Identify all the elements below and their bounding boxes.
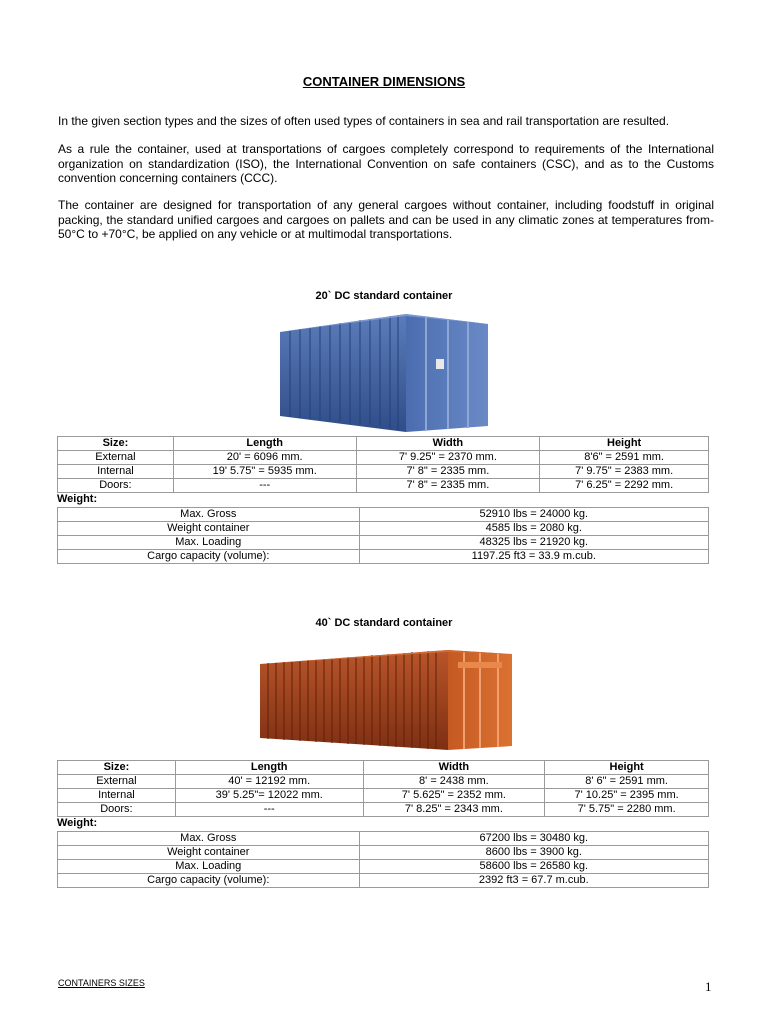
table-cell: Max. Gross bbox=[58, 508, 360, 522]
page-title: CONTAINER DIMENSIONS bbox=[302, 74, 466, 89]
table-row bbox=[58, 465, 709, 479]
table-row bbox=[58, 789, 709, 803]
table-cell: 7' 10.25" = 2395 mm. bbox=[545, 789, 709, 803]
table-row bbox=[58, 775, 709, 789]
intro-paragraph: In the given section types and the sizes of often used types of containers in sea and rail transportation are resulted. bbox=[58, 114, 670, 128]
table-cell: External bbox=[58, 451, 174, 465]
table-cell: Cargo capacity (volume): bbox=[58, 550, 360, 564]
table-cell: 7' 8" = 2335 mm. bbox=[356, 479, 540, 493]
table-cell: 8'6" = 2591 mm. bbox=[540, 451, 709, 465]
table-row bbox=[58, 860, 709, 874]
container-20-caption: 20` DC standard container bbox=[315, 290, 453, 302]
col-height: Height bbox=[540, 437, 709, 451]
table-cell: 2392 ft3 = 67.7 m.cub. bbox=[359, 874, 708, 888]
container-40-weight-table bbox=[57, 831, 709, 888]
table-cell: 48325 lbs = 21920 kg. bbox=[359, 536, 708, 550]
table-row bbox=[58, 803, 709, 817]
table-cell: 7' 6.25" = 2292 mm. bbox=[540, 479, 709, 493]
table-cell: 7' 5.75" = 2280 mm. bbox=[545, 803, 709, 817]
table-cell: Weight container bbox=[58, 846, 360, 860]
container-40-caption: 40` DC standard container bbox=[315, 617, 453, 629]
col-width: Width bbox=[363, 761, 545, 775]
table-cell: 7' 5.625" = 2352 mm. bbox=[363, 789, 545, 803]
table-row bbox=[58, 508, 709, 522]
table-cell: Max. Gross bbox=[58, 832, 360, 846]
table-row bbox=[58, 550, 709, 564]
table-cell: Doors: bbox=[58, 479, 174, 493]
table-cell: Internal bbox=[58, 465, 174, 479]
col-length: Length bbox=[175, 761, 363, 775]
table-cell: 8' 6" = 2591 mm. bbox=[545, 775, 709, 789]
weight-label: Weight: bbox=[57, 493, 98, 505]
table-row bbox=[58, 846, 709, 860]
table-cell: Doors: bbox=[58, 803, 176, 817]
table-cell: 7' 8.25" = 2343 mm. bbox=[363, 803, 545, 817]
col-size: Size: bbox=[58, 761, 176, 775]
table-cell: 40' = 12192 mm. bbox=[175, 775, 363, 789]
container-40-dimensions-table bbox=[57, 760, 709, 817]
table-row bbox=[58, 522, 709, 536]
blue-container-image bbox=[278, 304, 490, 434]
table-cell: 39' 5.25"= 12022 mm. bbox=[175, 789, 363, 803]
table-cell: 7' 9.75" = 2383 mm. bbox=[540, 465, 709, 479]
table-cell: Weight container bbox=[58, 522, 360, 536]
table-cell: 58600 lbs = 26580 kg. bbox=[359, 860, 708, 874]
table-cell: --- bbox=[173, 479, 356, 493]
table-cell: Max. Loading bbox=[58, 860, 360, 874]
table-cell: Max. Loading bbox=[58, 536, 360, 550]
table-cell: Cargo capacity (volume): bbox=[58, 874, 360, 888]
col-length: Length bbox=[173, 437, 356, 451]
col-size: Size: bbox=[58, 437, 174, 451]
container-20-weight-table bbox=[57, 507, 709, 564]
container-20-dimensions-table bbox=[57, 436, 709, 493]
table-cell: 1197.25 ft3 = 33.9 m.cub. bbox=[359, 550, 708, 564]
table-row bbox=[58, 479, 709, 493]
table-cell: 20' = 6096 mm. bbox=[173, 451, 356, 465]
table-cell: 8600 lbs = 3900 kg. bbox=[359, 846, 708, 860]
table-cell: Internal bbox=[58, 789, 176, 803]
footer-label: CONTAINERS SIZES bbox=[58, 978, 145, 988]
table-cell: 19' 5.75" = 5935 mm. bbox=[173, 465, 356, 479]
col-height: Height bbox=[545, 761, 709, 775]
table-cell: 67200 lbs = 30480 kg. bbox=[359, 832, 708, 846]
standards-paragraph: As a rule the container, used at transportations of cargoes completely correspond to requirements of the International organization on standardization (ISO), the International Convention on safe containers (CSC), and as to the Customs convention concerning containers (CCC). bbox=[58, 142, 714, 185]
table-cell: 52910 lbs = 24000 kg. bbox=[359, 508, 708, 522]
table-cell: --- bbox=[175, 803, 363, 817]
usage-paragraph: The container are designed for transportation of any general cargoes without container, including foodstuff in original packing, the standard unified cargoes and cargoes on pallets and can be used in any climatic zones at temperatures from-50°C to +70°C, be applied on any vehicle or at multimodal transportations. bbox=[58, 198, 714, 241]
col-width: Width bbox=[356, 437, 540, 451]
orange-container-image bbox=[258, 638, 514, 756]
table-cell: 4585 lbs = 2080 kg. bbox=[359, 522, 708, 536]
table-cell: 7' 8" = 2335 mm. bbox=[356, 465, 540, 479]
table-cell: External bbox=[58, 775, 176, 789]
table-row bbox=[58, 451, 709, 465]
page-number: 1 bbox=[705, 979, 712, 994]
table-row bbox=[58, 874, 709, 888]
table-row bbox=[58, 832, 709, 846]
weight-label: Weight: bbox=[57, 817, 98, 829]
table-cell: 7' 9.25" = 2370 mm. bbox=[356, 451, 540, 465]
table-row bbox=[58, 536, 709, 550]
table-cell: 8' = 2438 mm. bbox=[363, 775, 545, 789]
